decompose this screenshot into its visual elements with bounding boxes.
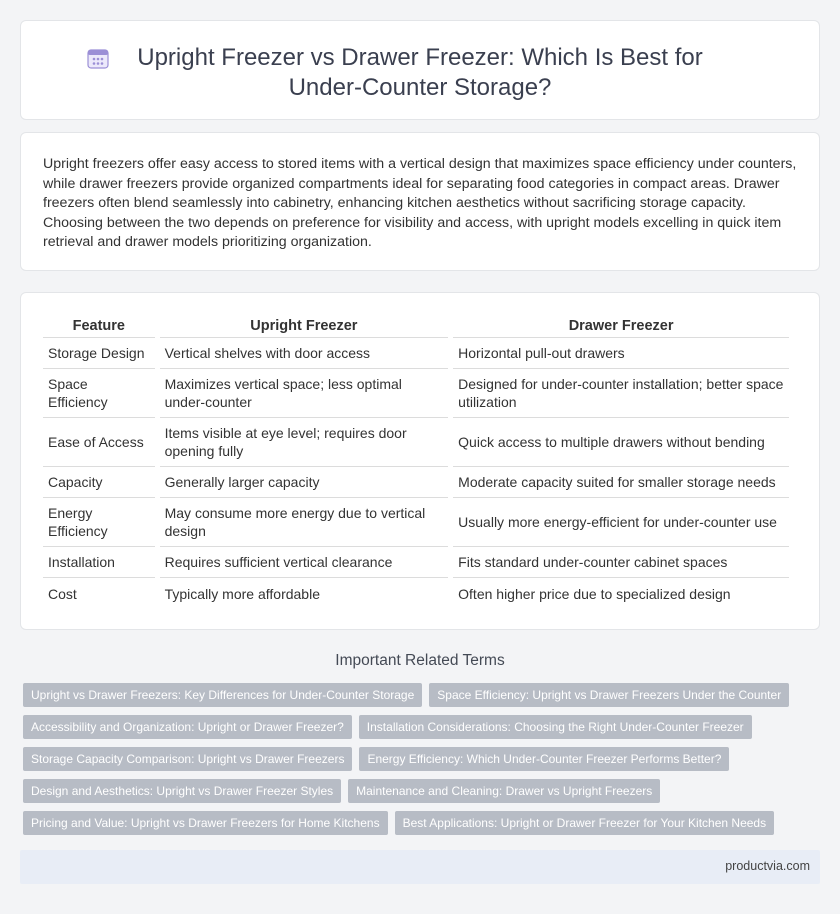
cell-drawer: Often higher price due to specialized design	[458, 585, 731, 602]
related-term-tag[interactable]: Energy Efficiency: Which Under-Counter Freezer Performs Better?	[359, 747, 729, 771]
related-term-tag[interactable]: Pricing and Value: Upright vs Drawer Freezers for Home Kitchens	[23, 811, 388, 835]
related-term-tag[interactable]: Accessibility and Organization: Upright or Drawer Freezer?	[23, 715, 352, 739]
cell-upright: May consume more energy due to vertical design	[160, 498, 449, 547]
title-card	[20, 20, 820, 120]
footer-site-link[interactable]: productvia.com	[725, 859, 810, 873]
table-row	[43, 369, 789, 418]
tag-row	[23, 779, 823, 803]
cell-feature: Energy Efficiency	[43, 498, 155, 547]
tag-row	[23, 811, 823, 835]
comparison-table	[38, 315, 794, 609]
cell-upright: Items visible at eye level; requires door opening fully	[160, 418, 449, 467]
intro-paragraph: Upright freezers offer easy access to stored items with a vertical design that maximizes space efficiency under counters, while drawer freezers provide organized compartments ideal for separating food categories in compact areas. Drawer freezers often blend seamlessly into cabinetry, enhancing kitchen aesthetics without sacrificing storage capacity. Choosing between the two depends on preference for visibility and access, with upright models excelling in quick item retrieval and drawer models prioritizing organization.	[43, 156, 797, 250]
cell-drawer: Moderate capacity suited for smaller storage needs	[453, 467, 789, 498]
table-row	[43, 338, 789, 369]
cell-drawer: Quick access to multiple drawers without bending	[453, 418, 789, 467]
tag-row	[23, 683, 823, 707]
intro-card	[20, 132, 820, 271]
cell-upright: Typically more affordable	[164, 585, 320, 602]
table-row	[43, 578, 789, 609]
cell-feature: Ease of Access	[43, 418, 155, 467]
tag-row	[23, 747, 823, 771]
header-drawer: Drawer Freezer	[453, 315, 789, 338]
cell-drawer: Usually more energy-efficient for under-counter use	[453, 498, 789, 547]
cell-drawer: Designed for under-counter installation; better space utilization	[453, 369, 789, 418]
related-term-tag[interactable]: Best Applications: Upright or Drawer Freezer for Your Kitchen Needs	[395, 811, 775, 835]
related-terms-heading: Important Related Terms	[335, 652, 505, 669]
tag-row	[23, 715, 823, 739]
related-term-tag[interactable]: Upright vs Drawer Freezers: Key Differences for Under-Counter Storage	[23, 683, 422, 707]
table-row	[43, 467, 789, 498]
cell-feature: Storage Design	[43, 338, 155, 369]
table-header-row	[43, 315, 789, 338]
page-title: Upright Freezer vs Drawer Freezer: Which Is Best for Under-Counter Storage?	[137, 44, 703, 101]
header-feature: Feature	[43, 315, 155, 338]
related-term-tag[interactable]: Installation Considerations: Choosing the Right Under-Counter Freezer	[359, 715, 752, 739]
related-term-tag[interactable]: Maintenance and Cleaning: Drawer vs Upright Freezers	[348, 779, 660, 803]
cell-drawer: Fits standard under-counter cabinet spaces	[453, 547, 789, 578]
table-row	[43, 418, 789, 467]
cell-feature: Installation	[43, 547, 155, 578]
cell-upright: Requires sufficient vertical clearance	[160, 547, 449, 578]
cell-upright: Vertical shelves with door access	[160, 338, 449, 369]
cell-feature: Capacity	[43, 467, 155, 498]
table-row	[43, 547, 789, 578]
related-terms-list	[23, 683, 823, 843]
cell-feature: Cost	[48, 585, 77, 602]
footer	[20, 850, 820, 884]
cell-upright: Maximizes vertical space; less optimal under-counter	[160, 369, 449, 418]
header-upright: Upright Freezer	[160, 315, 449, 338]
related-term-tag[interactable]: Space Efficiency: Upright vs Drawer Freezers Under the Counter	[429, 683, 789, 707]
related-term-tag[interactable]: Design and Aesthetics: Upright vs Drawer Freezer Styles	[23, 779, 341, 803]
comparison-table-card	[20, 292, 820, 630]
cell-upright: Generally larger capacity	[160, 467, 449, 498]
related-term-tag[interactable]: Storage Capacity Comparison: Upright vs Drawer Freezers	[23, 747, 352, 771]
cell-drawer: Horizontal pull-out drawers	[453, 338, 789, 369]
table-row	[43, 498, 789, 547]
cell-feature: Space Efficiency	[43, 369, 155, 418]
